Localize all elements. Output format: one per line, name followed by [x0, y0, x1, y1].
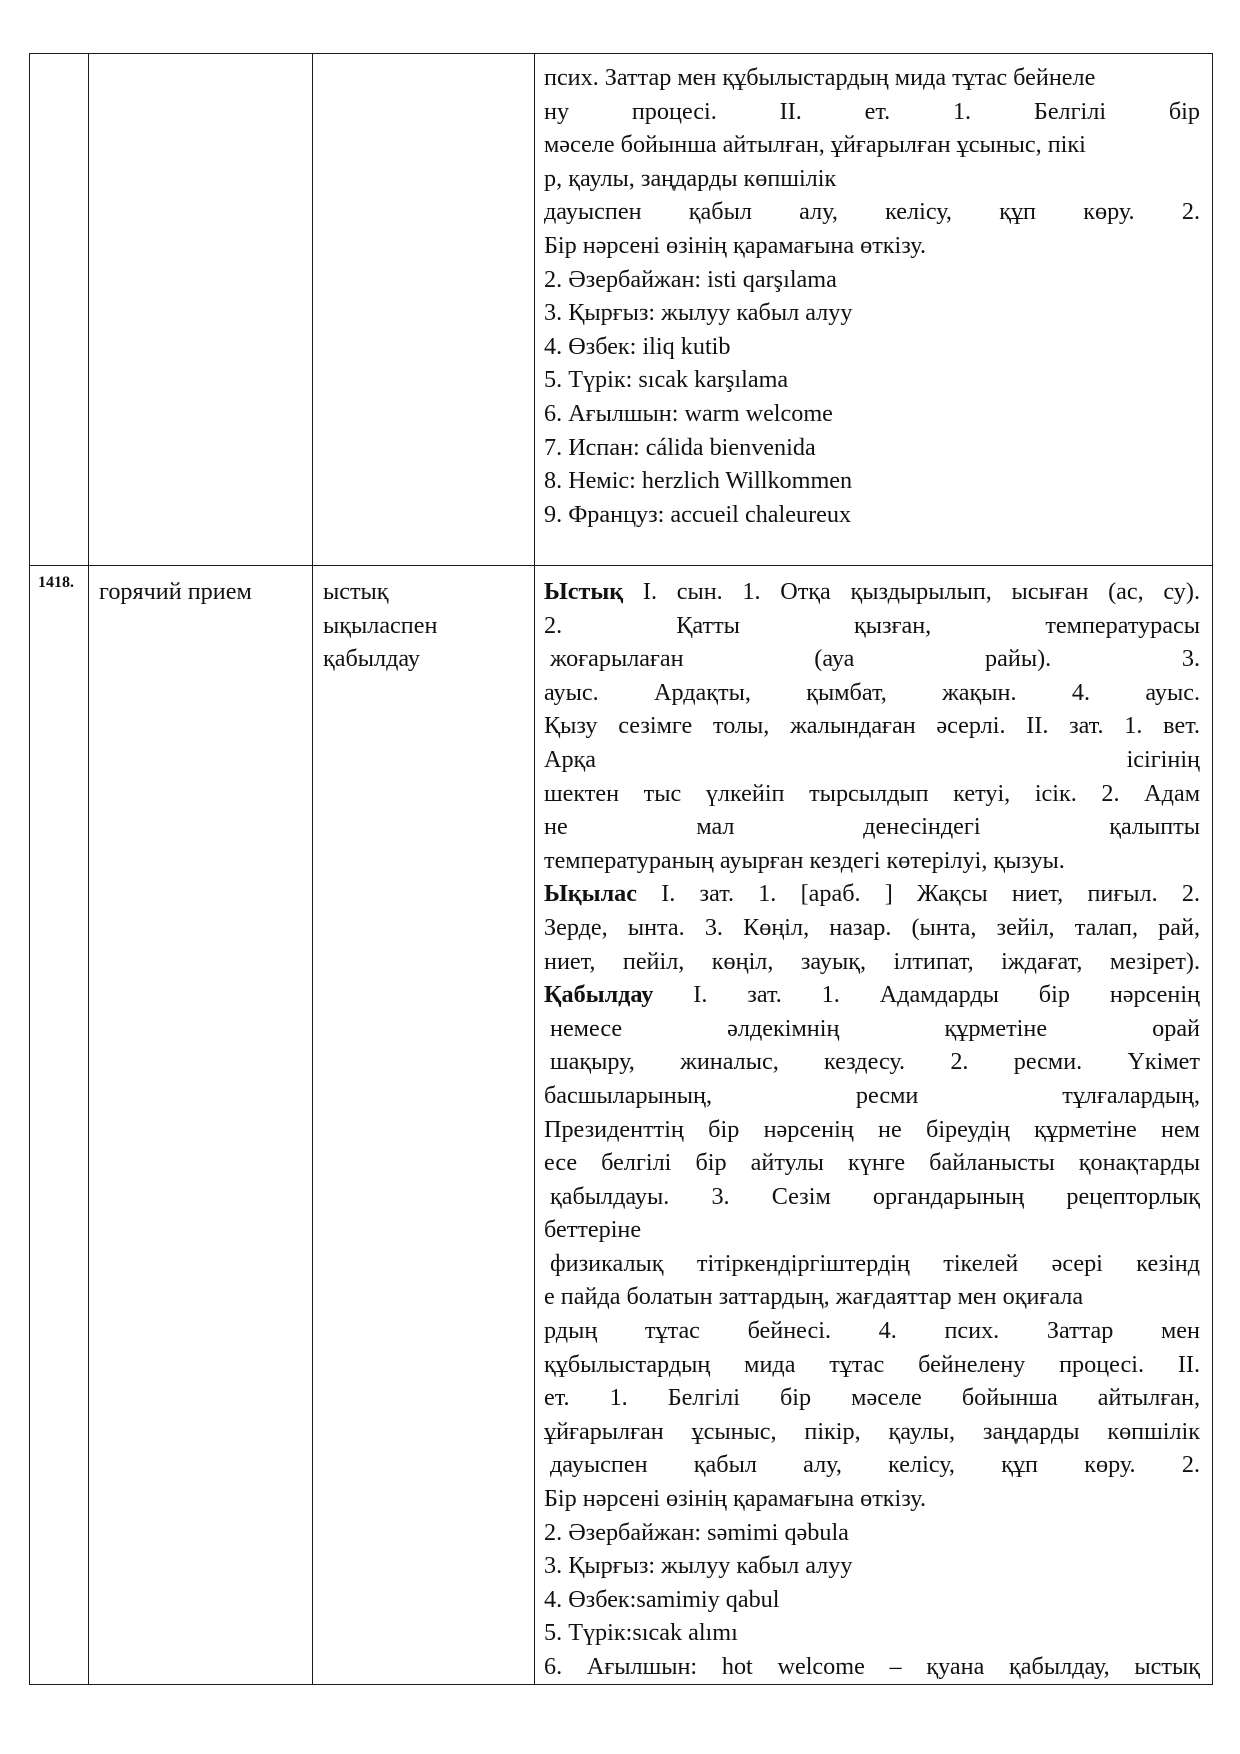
definition-line-text: 6. Ағылшын: warm welcome	[544, 399, 833, 427]
definition-line	[544, 1549, 1200, 1583]
definition-line-text: жоғарылаған (ауа райы). 3.	[550, 645, 1200, 673]
definition-line-text: беттеріне	[544, 1216, 642, 1244]
definition-line	[544, 95, 1200, 129]
definition-line-text: Бір нәрсені өзінің қарамағына өткізу.	[544, 1485, 927, 1513]
definition-line-text: 3. Қырғыз: жылуу кабыл алуу	[544, 299, 853, 327]
definition-line-text: есе белгілі бір айтулы күнге байланысты қонақтарды	[544, 1149, 1200, 1177]
definition-line	[544, 609, 1200, 643]
definition-line	[544, 1516, 1200, 1550]
definition-line-text: 5. Түрік:sıcak alımı	[544, 1619, 738, 1647]
definition-line-text: дауыспен қабыл алу, келісу, құп көру. 2.	[550, 1451, 1200, 1479]
definition-line-text: ауыс. Ардақты, қымбат, жақын. 4. ауыс.	[544, 678, 1200, 706]
kazakh-term-line: ыстық	[323, 578, 389, 605]
kazakh-term	[313, 54, 534, 63]
definition-line	[544, 1146, 1200, 1180]
definition-line-text: псих. Заттар мен құбылыстардың мида тұтас бейнеле	[544, 64, 1096, 91]
definition-line-text: 8. Неміс: herzlich Willkommen	[544, 467, 853, 495]
definition-line	[544, 498, 1200, 532]
definition-line	[544, 229, 1200, 263]
definition-line-text: не мал денесіндегі қалыпты	[544, 813, 1200, 841]
definition-line	[544, 575, 1200, 609]
definition-line-text: 7. Испан: cálida bienvenida	[544, 433, 816, 461]
definition-line	[544, 945, 1200, 979]
headword: Қабылдау	[544, 981, 654, 1009]
definition-line	[544, 844, 1200, 878]
definition-line	[544, 911, 1200, 945]
definition-line	[544, 676, 1200, 710]
definition-line	[544, 1012, 1200, 1046]
kazakh-term-line: ықыласпен	[323, 611, 438, 639]
definition-line	[544, 1650, 1200, 1684]
definition-line	[544, 1583, 1200, 1617]
definition-line-text: Қызу сезімге толы, жалындаған әсерлі. ІІ. зат. 1. вет.	[544, 712, 1200, 740]
definition-line-text: рдың тұтас бейнесі. 4. псих. Заттар мен	[544, 1317, 1200, 1345]
definition-cell	[535, 54, 1213, 566]
definition-line	[544, 195, 1200, 229]
definition-line-text: шектен тыс үлкейіп тырсылдып кетуі, ісік. 2. Адам	[544, 779, 1200, 807]
definition-line-text: 3. Қырғыз: жылуу кабыл алуу	[544, 1552, 853, 1580]
definition-line	[544, 162, 1200, 196]
definition-line-text: Президенттің бір нәрсенің не біреудің құрметіне нем	[544, 1115, 1200, 1143]
definition-line	[544, 397, 1200, 431]
definition-line	[544, 1180, 1200, 1214]
definition-line-text: басшыларының, ресми тұлғалардың,	[544, 1081, 1200, 1109]
definition-line-text: І. сын. 1. Отқа қыздырылып, ысыған (ас, су).	[623, 578, 1200, 605]
definition-line-text: р, қаулы, заңдарды көпшілік	[544, 164, 837, 192]
definition-text	[544, 575, 1200, 1684]
definition-line-text: ет. 1. Белгілі бір мәселе бойынша айтылған,	[544, 1384, 1200, 1412]
definition-line-text: 2. Әзербайжан: səmimi qəbula	[544, 1518, 849, 1546]
definition-line	[544, 1415, 1200, 1449]
definition-line	[544, 128, 1200, 162]
definition-line-text: 2. Қатты қызған, температурасы	[544, 611, 1200, 639]
definition-line	[544, 431, 1200, 465]
definition-line-text: 2. Әзербайжан: isti qarşılama	[544, 265, 837, 293]
definition-line-text: немесе әлдекімнің құрметіне орай	[550, 1014, 1200, 1042]
definition-line	[544, 743, 1200, 777]
definition-line-text: І. зат. 1. Адамдарды бір нәрсенің	[653, 981, 1200, 1009]
russian-term: горячий прием	[99, 578, 252, 605]
kazakh-term-cell	[313, 54, 535, 566]
definition-line-text: 4. Өзбек: iliq kutib	[544, 332, 731, 360]
kazakh-term	[313, 566, 534, 676]
definition-line-text: Зерде, ынта. 3. Көңіл, назар. (ынта, зейіл, талап, рай,	[544, 913, 1200, 941]
entry-number	[30, 54, 88, 62]
definition-cell	[535, 566, 1213, 1685]
definition-line	[544, 810, 1200, 844]
entry-number: 1418.	[38, 574, 74, 591]
definition-line	[544, 363, 1200, 397]
definition-line-text: Бір нәрсені өзінің қарамағына өткізу.	[544, 231, 927, 259]
definition-line	[544, 1247, 1200, 1281]
definition-line	[544, 777, 1200, 811]
definition-line	[544, 1113, 1200, 1147]
definition-line	[544, 464, 1200, 498]
kazakh-term-cell	[313, 566, 535, 1685]
definition-line-text: мәселе бойынша айтылған, ұйғарылған ұсыныс, пікі	[544, 131, 1086, 159]
definition-line	[544, 1213, 1200, 1247]
definition-line	[544, 1482, 1200, 1516]
definition-line	[544, 978, 1200, 1012]
definition-text	[544, 61, 1200, 531]
definition-line	[544, 61, 1200, 95]
definition-line	[544, 1348, 1200, 1382]
definition-line	[544, 1448, 1200, 1482]
definition-line	[544, 263, 1200, 297]
definition-line-text: ниет, пейіл, көңіл, зауық, ілтипат, іждағат, мезірет).	[544, 947, 1200, 975]
definition-line	[544, 709, 1200, 743]
definition-line-text: температураның ауырған кездегі көтерілуі, қызуы.	[544, 846, 1065, 874]
entry-number-cell	[30, 566, 89, 1685]
definition-line-text: 4. Өзбек:samimiy qabul	[544, 1585, 780, 1613]
definition-line-text: е пайда болатын заттардың, жағдаяттар мен оқиғала	[544, 1283, 1084, 1311]
headword: Ықылас	[544, 880, 637, 908]
definition-line	[544, 1381, 1200, 1415]
definition-line-text: 5. Түрік: sıcak karşılama	[544, 366, 789, 394]
definition-line-text: дауыспен қабыл алу, келісу, құп көру. 2.	[544, 198, 1200, 226]
definition-line	[544, 1045, 1200, 1079]
definition-line	[544, 296, 1200, 330]
definition-line	[544, 1079, 1200, 1113]
table-row	[30, 566, 1213, 1685]
definition-line-text: 9. Француз: accueil chaleureux	[544, 500, 852, 528]
dictionary-table	[29, 53, 1213, 1685]
definition-line-text: І. зат. 1. [араб. ] Жақсы ниет, пиғыл. 2.	[636, 880, 1200, 908]
entry-number-cell	[30, 54, 89, 566]
headword: Ыстық	[544, 578, 624, 605]
definition-line-text: қабылдауы. 3. Сезім органдарының рецепторлық	[550, 1182, 1200, 1210]
definition-line-text: шақыру, жиналыс, кездесу. 2. ресми. Үкімет	[550, 1048, 1200, 1076]
table-row	[30, 54, 1213, 566]
definition-line	[544, 330, 1200, 364]
russian-term	[89, 54, 312, 63]
russian-term-cell	[89, 566, 313, 1685]
definition-line	[544, 1616, 1200, 1650]
kazakh-term-line: қабылдау	[323, 645, 421, 673]
definition-line-text: 6. Ағылшын: hot welcome – қуана қабылдау, ыстық	[544, 1653, 1200, 1680]
definition-line-text: құбылыстардың мида тұтас бейнелену процесі. ІІ.	[544, 1350, 1200, 1378]
definition-line	[544, 1280, 1200, 1314]
definition-line-text: ну процесі. ІІ. ет. 1. Белгілі бір	[544, 97, 1200, 125]
definition-line	[544, 642, 1200, 676]
russian-term-cell	[89, 54, 313, 566]
definition-line-text: физикалық тітіркендіргіштердің тікелей әсері кезінд	[550, 1249, 1200, 1277]
definition-line	[544, 877, 1200, 911]
definition-line-text: ұйғарылған ұсыныс, пікір, қаулы, заңдарды көпшілік	[544, 1417, 1200, 1445]
definition-line	[544, 1314, 1200, 1348]
definition-line-text: Арқа ісігінің	[544, 745, 1200, 773]
